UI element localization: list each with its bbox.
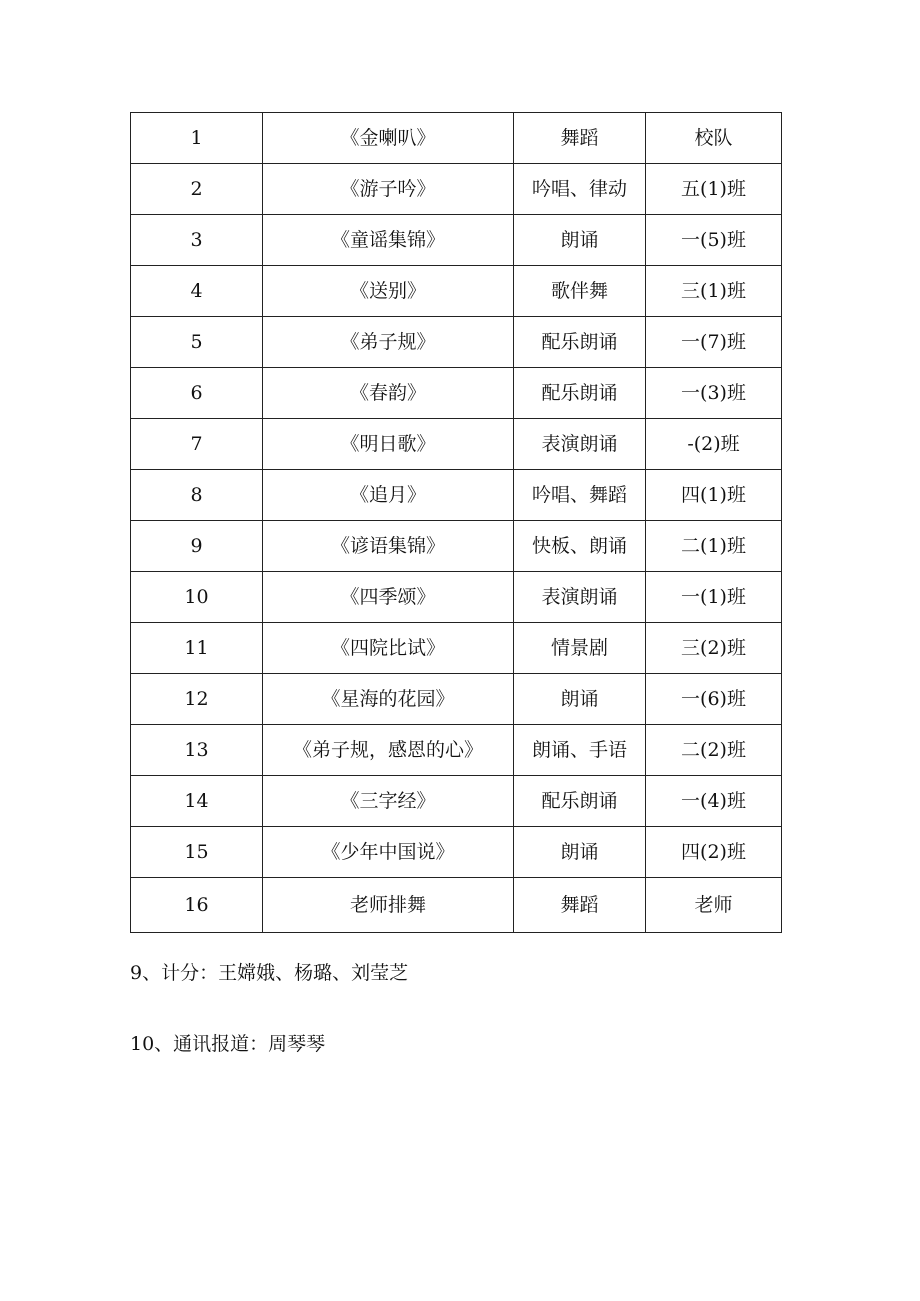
program-title: 《弟子规》 bbox=[263, 317, 514, 368]
program-title: 老师排舞 bbox=[263, 878, 514, 933]
table-row bbox=[131, 317, 782, 368]
program-title: 《谚语集锦》 bbox=[263, 521, 514, 572]
program-number: 7 bbox=[131, 419, 263, 470]
program-title: 《少年中国说》 bbox=[263, 827, 514, 878]
program-form: 歌伴舞 bbox=[514, 266, 646, 317]
program-performer: 一(7)班 bbox=[646, 317, 782, 368]
program-performer: 四(2)班 bbox=[646, 827, 782, 878]
program-performer: 一(5)班 bbox=[646, 215, 782, 266]
program-performer: 一(1)班 bbox=[646, 572, 782, 623]
program-performer: 校队 bbox=[646, 113, 782, 164]
program-number: 12 bbox=[131, 674, 263, 725]
program-title: 《金喇叭》 bbox=[263, 113, 514, 164]
table-row bbox=[131, 266, 782, 317]
program-performer: 三(1)班 bbox=[646, 266, 782, 317]
program-title: 《童谣集锦》 bbox=[263, 215, 514, 266]
program-form: 配乐朗诵 bbox=[514, 368, 646, 419]
program-number: 15 bbox=[131, 827, 263, 878]
program-number: 14 bbox=[131, 776, 263, 827]
table-row bbox=[131, 470, 782, 521]
program-number: 3 bbox=[131, 215, 263, 266]
program-number: 10 bbox=[131, 572, 263, 623]
program-performer: -(2)班 bbox=[646, 419, 782, 470]
program-form: 舞蹈 bbox=[514, 113, 646, 164]
program-form: 表演朗诵 bbox=[514, 419, 646, 470]
program-number: 4 bbox=[131, 266, 263, 317]
program-title: 《游子吟》 bbox=[263, 164, 514, 215]
report-note: 10、通讯报道：周琴琴 bbox=[130, 1033, 326, 1055]
program-performer: 三(2)班 bbox=[646, 623, 782, 674]
program-number: 8 bbox=[131, 470, 263, 521]
program-form: 快板、朗诵 bbox=[514, 521, 646, 572]
program-form: 朗诵、手语 bbox=[514, 725, 646, 776]
table-row bbox=[131, 725, 782, 776]
program-number: 11 bbox=[131, 623, 263, 674]
program-form: 舞蹈 bbox=[514, 878, 646, 933]
table-row bbox=[131, 878, 782, 933]
program-form: 表演朗诵 bbox=[514, 572, 646, 623]
program-number: 16 bbox=[131, 878, 263, 933]
program-performer: 老师 bbox=[646, 878, 782, 933]
table-row bbox=[131, 113, 782, 164]
program-title: 《三字经》 bbox=[263, 776, 514, 827]
program-number: 5 bbox=[131, 317, 263, 368]
scoring-note: 9、计分：王嫦娥、杨璐、刘莹芝 bbox=[130, 962, 409, 984]
program-performer: 一(3)班 bbox=[646, 368, 782, 419]
program-performer: 一(4)班 bbox=[646, 776, 782, 827]
table-row bbox=[131, 827, 782, 878]
program-form: 配乐朗诵 bbox=[514, 776, 646, 827]
program-table bbox=[130, 112, 782, 933]
program-performer: 一(6)班 bbox=[646, 674, 782, 725]
program-title: 《明日歌》 bbox=[263, 419, 514, 470]
table-row bbox=[131, 674, 782, 725]
table-row bbox=[131, 521, 782, 572]
program-form: 情景剧 bbox=[514, 623, 646, 674]
table-row bbox=[131, 776, 782, 827]
program-title: 《送别》 bbox=[263, 266, 514, 317]
program-number: 13 bbox=[131, 725, 263, 776]
program-title: 《追月》 bbox=[263, 470, 514, 521]
table-row bbox=[131, 623, 782, 674]
program-title: 《星海的花园》 bbox=[263, 674, 514, 725]
program-title: 《春韵》 bbox=[263, 368, 514, 419]
program-form: 朗诵 bbox=[514, 215, 646, 266]
program-title: 《弟子规，感恩的心》 bbox=[263, 725, 514, 776]
program-performer: 二(1)班 bbox=[646, 521, 782, 572]
program-number: 9 bbox=[131, 521, 263, 572]
program-performer: 二(2)班 bbox=[646, 725, 782, 776]
program-form: 朗诵 bbox=[514, 674, 646, 725]
program-title: 《四季颂》 bbox=[263, 572, 514, 623]
program-number: 6 bbox=[131, 368, 263, 419]
program-form: 配乐朗诵 bbox=[514, 317, 646, 368]
program-form: 朗诵 bbox=[514, 827, 646, 878]
table-row bbox=[131, 572, 782, 623]
program-title: 《四院比试》 bbox=[263, 623, 514, 674]
program-form: 吟唱、律动 bbox=[514, 164, 646, 215]
program-table-body bbox=[131, 113, 782, 933]
table-row bbox=[131, 164, 782, 215]
table-row bbox=[131, 419, 782, 470]
program-performer: 四(1)班 bbox=[646, 470, 782, 521]
program-form: 吟唱、舞蹈 bbox=[514, 470, 646, 521]
program-number: 2 bbox=[131, 164, 263, 215]
program-number: 1 bbox=[131, 113, 263, 164]
table-row bbox=[131, 215, 782, 266]
table-row bbox=[131, 368, 782, 419]
program-performer: 五(1)班 bbox=[646, 164, 782, 215]
